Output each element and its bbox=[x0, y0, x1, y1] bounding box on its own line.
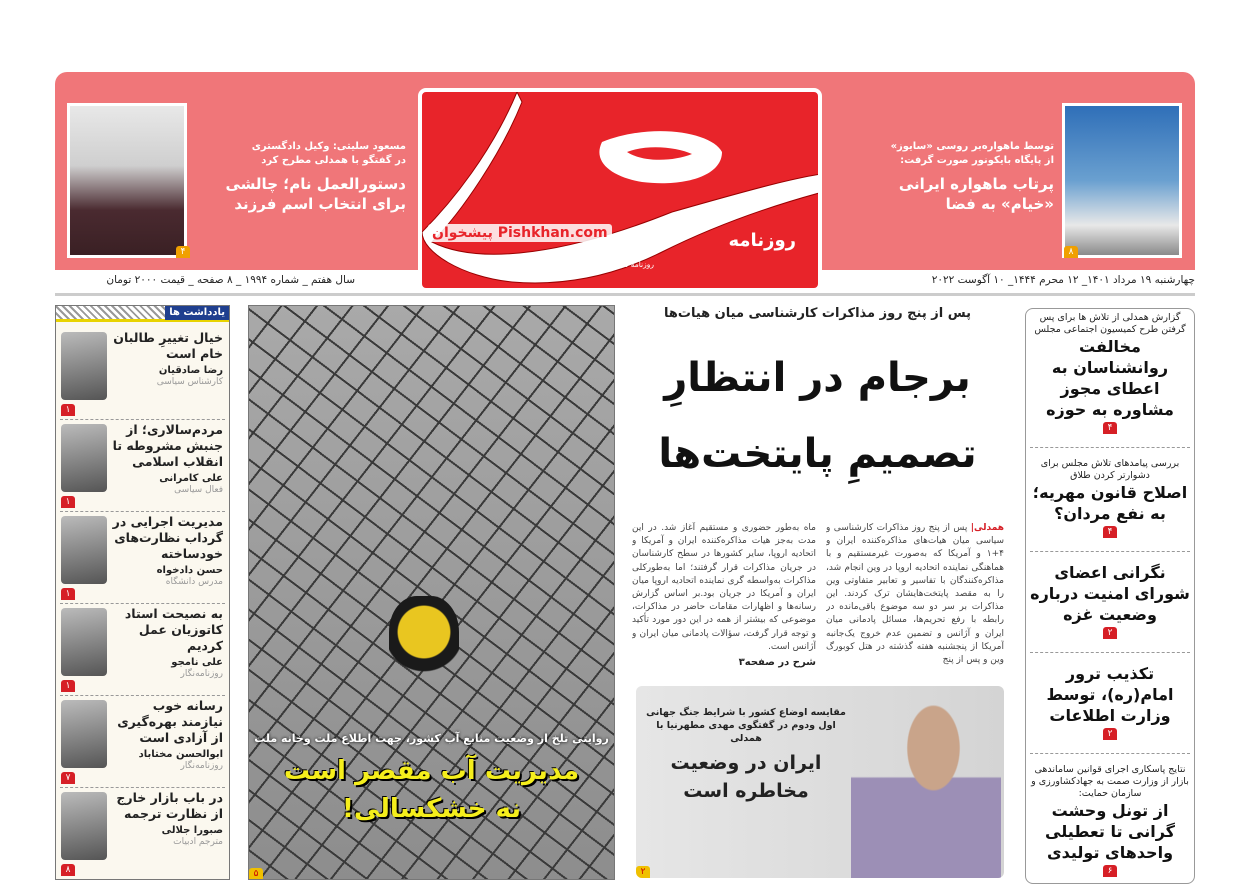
page-badge: ۸ bbox=[61, 864, 75, 876]
author-name: ابوالحسن مختاباد bbox=[138, 749, 223, 760]
author-name: علی کامرانی bbox=[159, 473, 223, 484]
main-body-col1 bbox=[826, 522, 1004, 667]
page-badge: ۴ bbox=[176, 246, 190, 258]
date-line: چهارشنبه ۱۹ مرداد ۱۴۰۱_ ۱۲ محرم ۱۴۴۴_ ۱۰ آگوست ۲۰۲۲ bbox=[931, 274, 1195, 286]
headline: مخاطره است bbox=[683, 780, 809, 802]
opinion-text bbox=[107, 790, 223, 848]
opinion-item[interactable] bbox=[56, 420, 229, 512]
watermark: پیشخوان Pishkhan.com bbox=[428, 224, 612, 242]
main-headline[interactable] bbox=[630, 340, 1005, 492]
kicker: در گفتگو با همدلی مطرح کرد bbox=[261, 155, 406, 166]
author-name: حسن دادخواه bbox=[156, 565, 223, 576]
headline: از تونل وحشت گرانی تا تعطیلی واحدهای تولیدی bbox=[1045, 801, 1175, 862]
kicker: از پایگاه بایکونور صورت گرفت: bbox=[900, 155, 1054, 166]
masthead-logo[interactable] bbox=[418, 88, 822, 292]
news-item[interactable] bbox=[1030, 458, 1190, 541]
opinion-text bbox=[107, 698, 223, 772]
opinion-title: مدیریت اجرایی در گرداب نظارت‌های خودساخته bbox=[112, 514, 223, 561]
opinion-column bbox=[55, 305, 230, 880]
person-figure bbox=[389, 596, 459, 686]
opinion-title: خیال تغییرِ طالبان خام است bbox=[113, 330, 223, 361]
interviewee-photo bbox=[851, 691, 1001, 878]
headline: مخالفت روانشناسان به اعطای مجوز مشاوره به حوزه bbox=[1046, 337, 1174, 419]
divider bbox=[55, 293, 1195, 296]
news-item[interactable] bbox=[1030, 663, 1190, 743]
masthead-tagline: روزنامه سیاسی، اقتصادی، اجتماعی و فرهنگی صبح ایران bbox=[476, 260, 654, 269]
page-badge: ۲ bbox=[1103, 728, 1117, 740]
divider bbox=[1030, 753, 1190, 754]
headline: ایران در وضعیت bbox=[670, 752, 822, 774]
divider bbox=[1030, 447, 1190, 448]
page-badge: ۱ bbox=[61, 404, 75, 416]
opinion-text bbox=[107, 606, 223, 680]
page-badge: ۴ bbox=[1103, 526, 1117, 538]
author-photo bbox=[61, 516, 107, 584]
opinion-item[interactable] bbox=[56, 328, 229, 420]
body-text: پس از پنج روز مذاکرات کارشناسی و سیاسی میان هیات‌های مذاکره‌کننده ایران و ۴+۱ و آمریکا که به‌صورت غیرمستقیم و با هماهنگی نماینده اتحادیه اروپا در وین انجام شد، مذاکره‌کنندگان با تفاسیر و تعابیر متفاوتی وین را به مقصد پایتخت‌هایشان ترک کردند. این مذاکرات بر سر دو سه موضوع باقی‌مانده در رابطه با رفع تحریم‌ها، مسائل پادمانی میان ایران و آژانس و تضمین عدم خروج یک‌جانبه آمریکا از پنجشنبه هفته گذشته در هتل کوبورگ وین و پس از پنج bbox=[826, 523, 1004, 666]
headline: پرتاب ماهواره ایرانی bbox=[898, 175, 1054, 193]
author-photo bbox=[61, 792, 107, 860]
drought-photo[interactable] bbox=[248, 305, 615, 880]
page-badge: ۴ bbox=[1103, 422, 1117, 434]
kicker: مسعود سلیتی: وکیل دادگستری bbox=[251, 141, 406, 152]
author-role: مترجم ادبیات bbox=[173, 837, 223, 847]
divider bbox=[1030, 551, 1190, 552]
opinion-title: در باب بازار خارج از نظارت ترجمه bbox=[116, 790, 223, 821]
news-item[interactable] bbox=[1030, 764, 1190, 880]
page-badge: ۷ bbox=[61, 772, 75, 784]
author-name: علی نامجو bbox=[171, 657, 223, 668]
rocket-photo[interactable] bbox=[1062, 103, 1182, 258]
opinion-text bbox=[107, 330, 223, 388]
author-name: صبورا جلالی bbox=[161, 825, 223, 836]
author-photo bbox=[61, 332, 107, 400]
kicker: اول ودوم در گفتگوی مهدی مطهرنیا با همدلی bbox=[656, 720, 836, 744]
opinion-text bbox=[107, 514, 223, 588]
kicker: بررسی پیامدهای تلاش مجلس برای دشوارتر کردن طلاق bbox=[1040, 458, 1180, 481]
divider bbox=[1030, 652, 1190, 653]
page-badge: ۵ bbox=[249, 868, 263, 880]
page-badge: ۲ bbox=[1103, 627, 1117, 639]
headline: نگرانی اعضای شورای امنیت درباره وضعیت غزه bbox=[1030, 563, 1190, 624]
author-role: روزنامه‌نگار bbox=[180, 761, 223, 771]
main-kicker: پس از پنج روز مذاکرات کارشناسی میان هیات‌ها bbox=[664, 306, 971, 321]
opinion-item[interactable] bbox=[56, 696, 229, 788]
author-role: کارشناس سیاسی bbox=[156, 377, 223, 387]
author-name: رضا صادقیان bbox=[158, 365, 223, 376]
news-item[interactable] bbox=[1030, 562, 1190, 642]
author-photo bbox=[61, 608, 107, 676]
headline: اصلاح قانون مهریه؛ به نفع مردان؟ bbox=[1032, 483, 1188, 523]
kicker: گزارش همدلی از تلاش ها برای پس گرفتن طرح کمیسیون اجتماعی مجلس bbox=[1034, 312, 1186, 335]
opinion-item[interactable] bbox=[56, 604, 229, 696]
headline-line: برجام در انتظارِ bbox=[664, 355, 971, 401]
top-left-photo[interactable] bbox=[67, 103, 187, 258]
page-badge: ۱ bbox=[61, 588, 75, 600]
main-body-col2: ماه به‌طور حضوری و مستقیم آغاز شد. در این مدت به‌جز هیات مذاکره‌کننده ایران و آمریکا و اتحادیه اروپا، سایر کشورها در سطح کارشناسان در جریان مذاکرات قرار گرفتند؛ اما به‌طورکلی مذاکرات به‌واسطه گری نماینده اتحادیه اروپا میان ایران و آمریکا در جریان بود.بر اساس گزارش رسانه‌ها و اظهارات مقامات حاضر در مذاکرات، موضوعی که بیشتر از همه در این دور مورد تأکید و توجه قرار گرفت، سؤالات پادمانی میان ایران و آژانس است. bbox=[632, 523, 816, 652]
headline: برای انتخاب اسم فرزند bbox=[234, 195, 406, 213]
opinion-title: رسانه خوب نیازمند بهره‌گیری از آزادی است bbox=[117, 698, 223, 745]
headline: مدیریت آب مقصر است bbox=[283, 756, 580, 786]
headline: نه خشکسالی! bbox=[341, 794, 522, 824]
page-badge: ۶ bbox=[1103, 865, 1117, 877]
author-photo bbox=[61, 700, 107, 768]
interview-box[interactable] bbox=[636, 686, 1004, 878]
continued-link[interactable]: شرح در صفحه۳ bbox=[738, 657, 816, 668]
opinion-title: به نصیحت استاد کاتوزیان عمل کردیم bbox=[124, 606, 223, 653]
top-right-story[interactable] bbox=[836, 140, 1054, 214]
section-label: یادداشت ها bbox=[165, 306, 229, 320]
headline-line: تصمیمِ پایتخت‌ها bbox=[658, 431, 977, 477]
page-badge: ۱ bbox=[61, 496, 75, 508]
page-badge: ۱ bbox=[61, 680, 75, 692]
kicker: نتایج پاسکاری اجرای قوانین ساماندهی بازار از وزارت صمت به جهادکشاورزی و سازمان حمایت: bbox=[1031, 764, 1189, 799]
headline: دستورالعمل نام؛ چالشی bbox=[225, 175, 406, 193]
headline: «خیام» به فضا bbox=[945, 195, 1054, 213]
top-left-story[interactable] bbox=[194, 140, 406, 214]
opinion-title: مردم‌سالاری؛ از جنبش مشروطه تا انقلاب اسلامی bbox=[112, 422, 223, 469]
author-role: روزنامه‌نگار bbox=[180, 669, 223, 679]
author-role: مدرس دانشگاه bbox=[165, 577, 223, 587]
news-item[interactable] bbox=[1030, 312, 1190, 437]
logo-prefix: روزنامه bbox=[728, 230, 796, 251]
page-badge: ۲ bbox=[636, 866, 650, 878]
headline: تکذیب ترور امام(ره)، توسط وزارت اطلاعات bbox=[1046, 664, 1174, 725]
right-column bbox=[1025, 308, 1195, 884]
lead-label: همدلی| bbox=[970, 523, 1004, 533]
opinion-item[interactable] bbox=[56, 512, 229, 604]
author-role: فعال سیاسی bbox=[174, 485, 223, 495]
page-badge: ۸ bbox=[1064, 246, 1078, 258]
kicker: مقایسه اوضاع کشور با شرایط جنگ جهانی bbox=[646, 707, 846, 718]
opinion-text bbox=[107, 422, 223, 496]
opinion-item[interactable] bbox=[56, 788, 229, 880]
section-header bbox=[56, 306, 229, 322]
kicker: توسط ماهواره‌بر روسی «سایوز» bbox=[890, 141, 1054, 152]
issue-line: سال هفتم _ شماره ۱۹۹۴ _ ۸ صفحه _ قیمت ۲۰۰۰ تومان bbox=[106, 274, 355, 286]
photo-kicker: روایتی تلخ از وضعیت منابع آب کشور، جهت اطلاع ملت وخانه ملت bbox=[254, 732, 609, 745]
author-photo bbox=[61, 424, 107, 492]
